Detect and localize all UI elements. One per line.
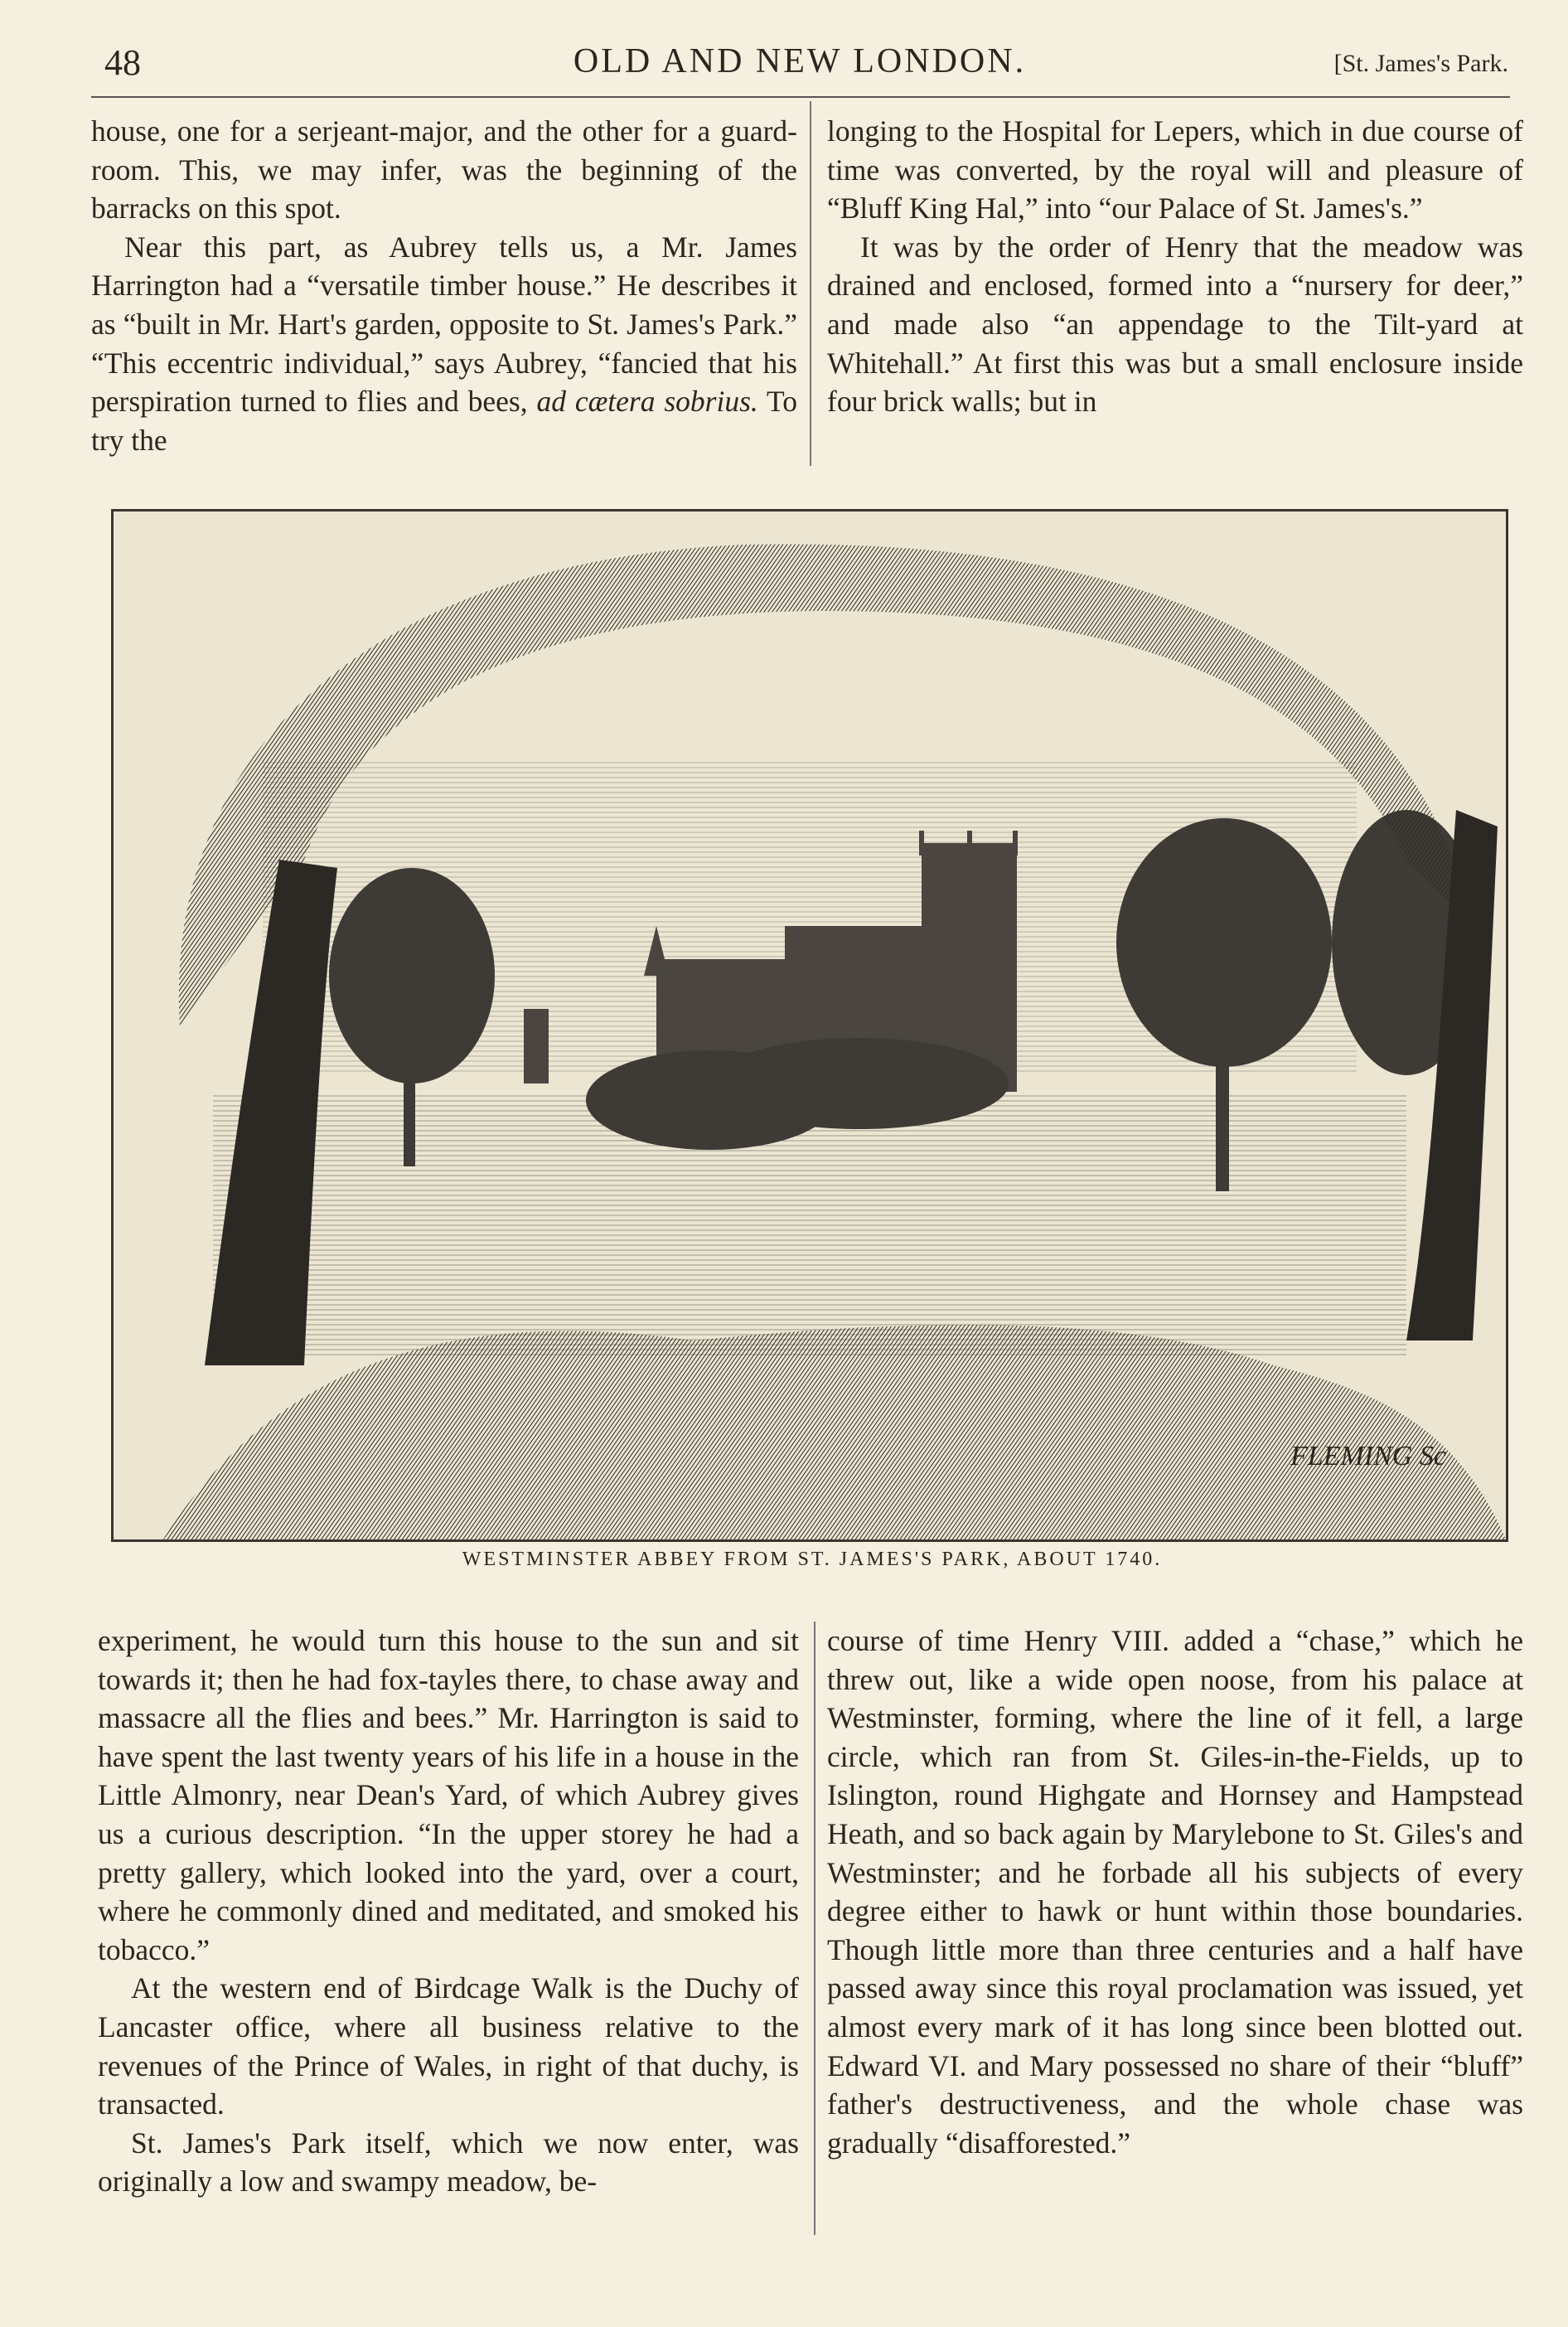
page-number: 48 (104, 42, 141, 83)
latin-phrase: ad cætera sobrius. (536, 385, 758, 419)
header-rule (91, 96, 1510, 98)
top-right-column (827, 112, 1523, 421)
paragraph-text: To try the (91, 385, 797, 457)
column-divider (810, 101, 811, 466)
top-left-column (91, 112, 797, 459)
paragraph: house, one for a serjeant-major, and the other for a guard-room. This, we may infer, was the beginning of the barracks on this spot. (91, 114, 797, 225)
paragraph: It was by the order of Henry that the meadow was drained and enclosed, formed into a “nursery for deer,” and made also “an appendage to the Tilt-yard at Whitehall.” At first this was but a small enclosure inside four brick walls; but in (827, 230, 1523, 419)
section-title: [St. James's Park. (1333, 50, 1508, 77)
bottom-left-column (98, 1622, 799, 2201)
engraving-image (114, 511, 1506, 1539)
column-divider (814, 1622, 815, 2235)
page-header (91, 38, 1508, 88)
paragraph: course of time Henry VIII. added a “chase,” which he threw out, like a wide open noose, from his palace at Westminster, forming, where the line of it fell, a large circle, which ran from St. Giles-in-the-Fields, up to Islington, round Highgate and Hornsey and Hampstead Heath, and so back again by Marylebone to St. Giles's and Westminster; and he forbade all his subjects of every degree either to hawk or hunt within those boundaries. Though little more than three centuries and a half have passed away since this royal proclamation was issued, yet almost every mark of it has long since been blotted out. Edward VI. and Mary possessed no share of their “bluff” father's destructiveness, and the whole chase was gradually “disafforested.” (827, 1624, 1523, 2160)
running-title: OLD AND NEW LONDON. (573, 42, 1027, 80)
paragraph: At the western end of Birdcage Walk is the Duchy of Lancaster office, where all business relative to the revenues of the Prince of Wales, in right of that duchy, is transacted. (98, 1971, 799, 2121)
paragraph: St. James's Park itself, which we now enter, was originally a low and swampy meadow, be- (98, 2126, 799, 2199)
paragraph: longing to the Hospital for Lepers, which in due course of time was converted, by the royal will and pleasure of “Bluff King Hal,” into “our Palace of St. James's.” (827, 114, 1523, 225)
bottom-right-column (827, 1622, 1523, 2162)
paragraph-text: Near this part, as Aubrey tells us, a Mr. James Harrington had a “versatile timber house.” He describes it as “built in Mr. Hart's garden, opposite to St. James's Park.” “This eccentric individual,” says Aubrey, “fancied that his perspiration turned to flies and bees, (91, 230, 797, 419)
engraver-signature: FLEMING Sc (1290, 1441, 1446, 1471)
paragraph (91, 228, 797, 460)
figure-caption: WESTMINSTER ABBEY FROM ST. JAMES'S PARK, ABOUT 1740. (462, 1549, 1163, 1570)
paragraph: experiment, he would turn this house to the sun and sit towards it; then he had fox-tayles there, to chase away and massacre all the flies and bees.” Mr. Harrington is said to have spent the last twenty years of his life in a house in the Little Almonry, near Dean's Yard, of which Aubrey gives us a curious description. “In the upper storey he had a pretty gallery, which looked into the yard, over a court, where he commonly dined and meditated, and smoked his tobacco.” (98, 1624, 799, 1966)
engraving-westminster-abbey (111, 509, 1508, 1542)
